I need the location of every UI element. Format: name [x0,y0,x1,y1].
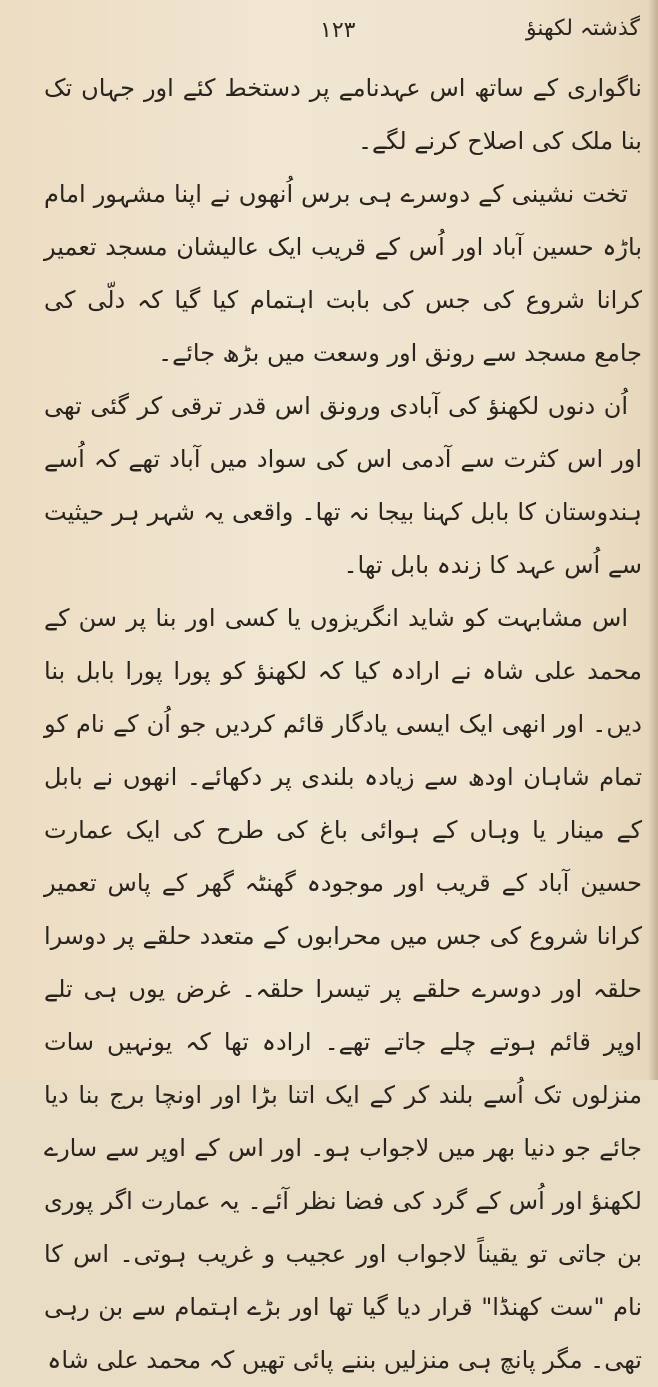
page-header [40,14,640,54]
body-text [44,62,642,1374]
paragraph: تخت نشینی کے دوسرے ہی برس اُنھوں نے اپنا مشہور امام باڑہ حسین آباد اور اُس کے قریب ایک عالیشان مسجد تعمیر کرانا شروع کی جس کی بابت اہتمام کیا گیا کہ دلّی کی جامع مسجد سے رونق اور وسعت میں بڑھ جائے۔ [44,180,642,367]
paragraph: ناگواری کے ساتھ اس عہدنامے پر دستخط کئے اور جہاں تک بنا ملک کی اصلاح کرنے لگے۔ [44,74,642,155]
paragraph: اُن دنوں لکھنؤ کی آبادی ورونق اس قدر ترقی کر گئی تھی اور اس کثرت سے آدمی اس کی سواد میں آباد تھے کہ اُسے ہندوستان کا بابل کہنا بیجا نہ تھا۔ واقعی یہ شہر ہر حیثیت سے اُس عہد کا زندہ بابل تھا۔ [44,392,642,579]
paragraph: اس مشابہت کو شاید انگریزوں یا کسی اور بنا پر سن کے محمد علی شاہ نے ارادہ کیا کہ لکھنؤ کو پورا پورا بابل بنا دیں۔ اور انھی ایک ایسی یادگار قائم کردیں جو اُن کے نام کو تمام شاہان اودھ سے زیادہ بلندی پر دکھائے۔ انھوں نے بابل کے مینار یا وہاں کے ہوائی باغ کی طرح کی ایک عمارت حسین آباد کے قریب اور موجودہ گھنٹہ گھر کے پاس تعمیر کرانا شروع کی جس میں محرابوں کے متعدد حلقے پر دوسرا حلقہ اور دوسرے حلقے پر تیسرا حلقہ۔ غرض یوں ہی تلے اوپر قائم ہوتے چلے جاتے تھے۔ ارادہ تھا کہ یونہیں سات منزلوں تک اُسے بلند کر کے ایک اتنا بڑا اور اونچا برج بنا دیا جائے جو دنیا بھر میں لاجواب ہو۔ اور اس کے اوپر سے سارے لکھنؤ اور اُس کے گرد کی فضا نظر آئے۔ یہ عمارت اگر پوری بن جاتی تو یقیناً لاجواب اور عجیب و غریب ہوتی۔ اس کا نام "ست کھنڈا" قرار دیا گیا تھا اور بڑے اہتمام سے بن رہی تھی۔ مگر پانچ ہی منزلیں بننے پائی تھیں کہ محمد علی شاہ [44,604,642,1374]
running-title: گذشتہ لکھنؤ [526,16,640,41]
page-edge-shadow [648,0,658,1080]
page-number: ۱۲۳ [320,18,356,43]
